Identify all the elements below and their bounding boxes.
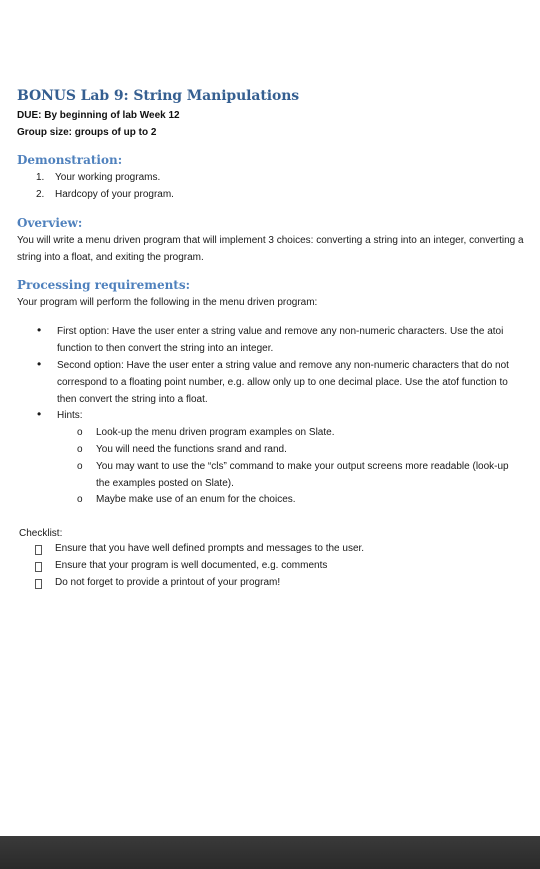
checklist-item: Ensure that you have well defined prompts and messages to the user.: [55, 543, 365, 554]
item-number: 1.: [36, 172, 45, 183]
hint-text: Maybe make use of an enum for the choices.: [96, 494, 296, 505]
group-size: Group size: groups of up to 2: [17, 127, 157, 138]
requirement-text: First option: Have the user enter a string value and remove any non-numeric characters. Use the atoi function to then convert the string into an integer.: [57, 326, 504, 354]
checklist-item: Do not forget to provide a printout of your program!: [55, 577, 281, 588]
overview-heading: Overview:: [17, 216, 83, 230]
demonstration-heading: Demonstration:: [17, 153, 123, 167]
hint-text: You may want to use the “cls” command to make your output screens more readable (look-up the examples posted on Slate).: [96, 461, 509, 489]
document-title: BONUS Lab 9: String Manipulations: [17, 88, 300, 104]
checkbox-icon: [35, 579, 42, 589]
hint-text: You will need the functions srand and rand.: [96, 444, 287, 455]
checklist-item: Ensure that your program is well documented, e.g. comments: [55, 560, 328, 571]
due-date: DUE: By beginning of lab Week 12: [17, 110, 180, 121]
overview-text: You will write a menu driven program that will implement 3 choices: converting a string into an integer, converting a string into a float, and exiting the program.: [17, 235, 524, 263]
checkbox-icon: [35, 545, 42, 555]
circle-bullet-icon: o: [77, 427, 83, 438]
bottom-bar: [0, 836, 540, 869]
circle-bullet-icon: o: [77, 494, 83, 505]
circle-bullet-icon: o: [77, 444, 83, 455]
hint-text: Look-up the menu driven program examples on Slate.: [96, 427, 335, 438]
item-number: 2.: [36, 189, 45, 200]
bullet-icon: •: [37, 407, 42, 421]
bullet-icon: •: [37, 323, 42, 337]
item-text: Your working programs.: [55, 172, 161, 183]
checklist-label: Checklist:: [19, 528, 63, 539]
circle-bullet-icon: o: [77, 461, 83, 472]
hints-label: Hints:: [57, 410, 83, 421]
item-text: Hardcopy of your program.: [55, 189, 174, 200]
bullet-icon: •: [37, 357, 42, 371]
processing-intro: Your program will perform the following in the menu driven program:: [17, 297, 318, 308]
requirement-text: Second option: Have the user enter a string value and remove any non-numeric characters that do not correspond to a floating point number, e.g. allow only up to one decimal place. Use the atof function to then convert the string into a float.: [57, 360, 509, 405]
checkbox-icon: [35, 562, 42, 572]
processing-heading: Processing requirements:: [17, 278, 191, 292]
